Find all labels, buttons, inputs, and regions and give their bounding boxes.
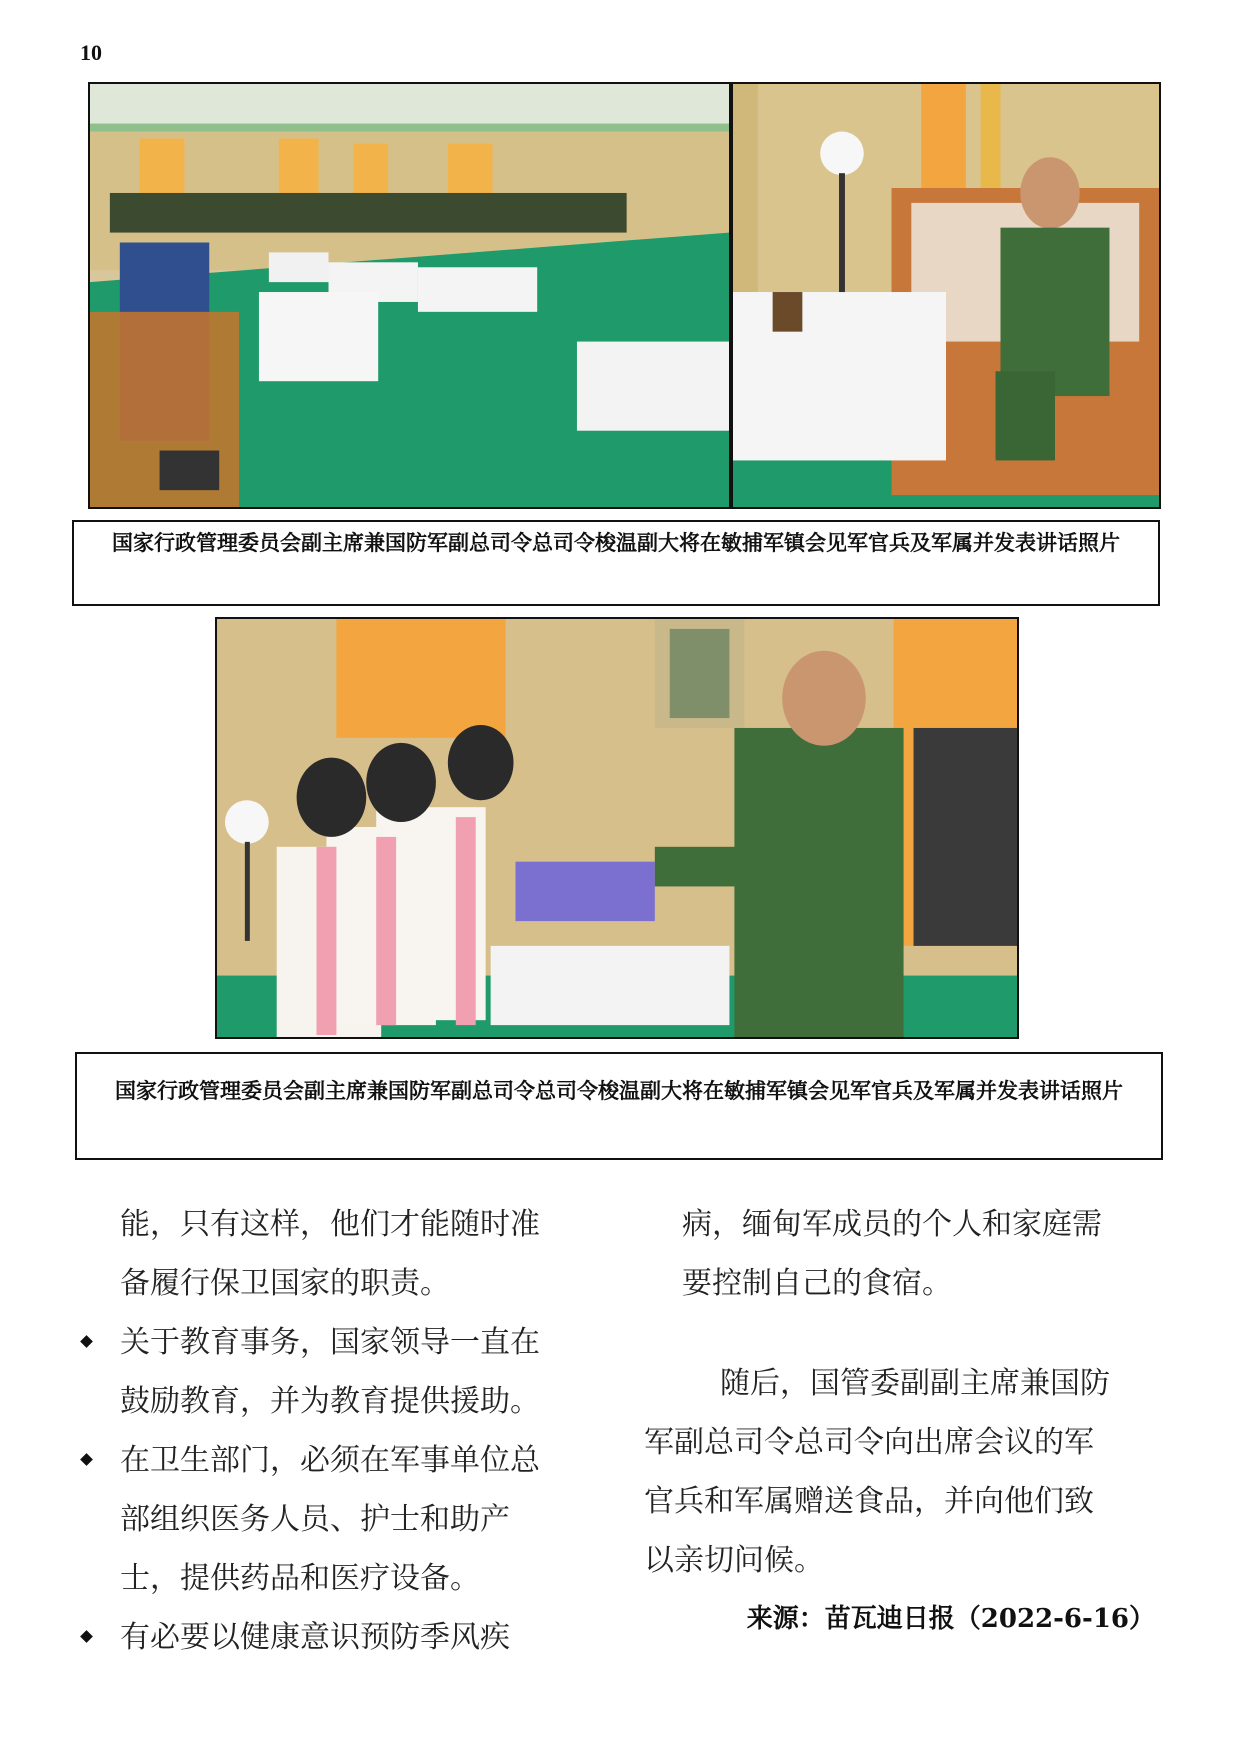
general-seated-photo [731, 82, 1161, 509]
bullet-line: 在卫生部门，必须在军事单位总 [120, 1443, 540, 1478]
paragraph-line: 军副总司令总司令向出席会议的军 [644, 1425, 1094, 1460]
gift-presentation-photo [215, 617, 1019, 1039]
continuation-line-1: 病，缅甸军成员的个人和家庭需 [682, 1207, 1102, 1242]
diamond-bullet-icon [80, 1453, 93, 1466]
source-credit: 来源：苗瓦迪日报（2022-6-16） [746, 1604, 1155, 1634]
photo-caption-2: 国家行政管理委员会副主席兼国防军副总司令总司令梭温副大将在敏捕军镇会见军官兵及军属并发表讲话照片 [75, 1052, 1163, 1160]
bullet-line: 有必要以健康意识预防季风疾 [120, 1620, 510, 1655]
paragraph-line: 官兵和军属赠送食品，并向他们致 [644, 1484, 1094, 1519]
diamond-bullet-icon [80, 1630, 93, 1643]
bullet-line: 士，提供药品和医疗设备。 [120, 1561, 480, 1596]
bullet-line: 鼓励教育，并为教育提供援助。 [120, 1384, 540, 1419]
continuation-line-2: 备履行保卫国家的职责。 [120, 1266, 450, 1301]
meeting-hall-photo [88, 82, 731, 509]
page-number: 10 [80, 40, 102, 65]
diamond-bullet-icon [80, 1335, 93, 1348]
right-text-column [644, 1195, 1164, 1590]
photo-caption-1: 国家行政管理委员会副主席兼国防军副总司令总司令梭温副大将在敏捕军镇会见军官兵及军属并发表讲话照片 [72, 520, 1160, 606]
left-text-column [82, 1195, 602, 1667]
bullet-line: 部组织医务人员、护士和助产 [120, 1502, 510, 1537]
paragraph-line: 以亲切问候。 [644, 1543, 824, 1578]
continuation-line-2: 要控制自己的食宿。 [682, 1266, 952, 1301]
paragraph-line: 随后，国管委副副主席兼国防 [720, 1366, 1110, 1401]
bullet-item-health [82, 1431, 602, 1608]
bullet-line: 关于教育事务，国家领导一直在 [120, 1325, 540, 1360]
continuation-line-1: 能，只有这样，他们才能随时准 [120, 1207, 540, 1242]
bullet-item-education [82, 1313, 602, 1431]
bullet-item-monsoon [82, 1608, 602, 1667]
